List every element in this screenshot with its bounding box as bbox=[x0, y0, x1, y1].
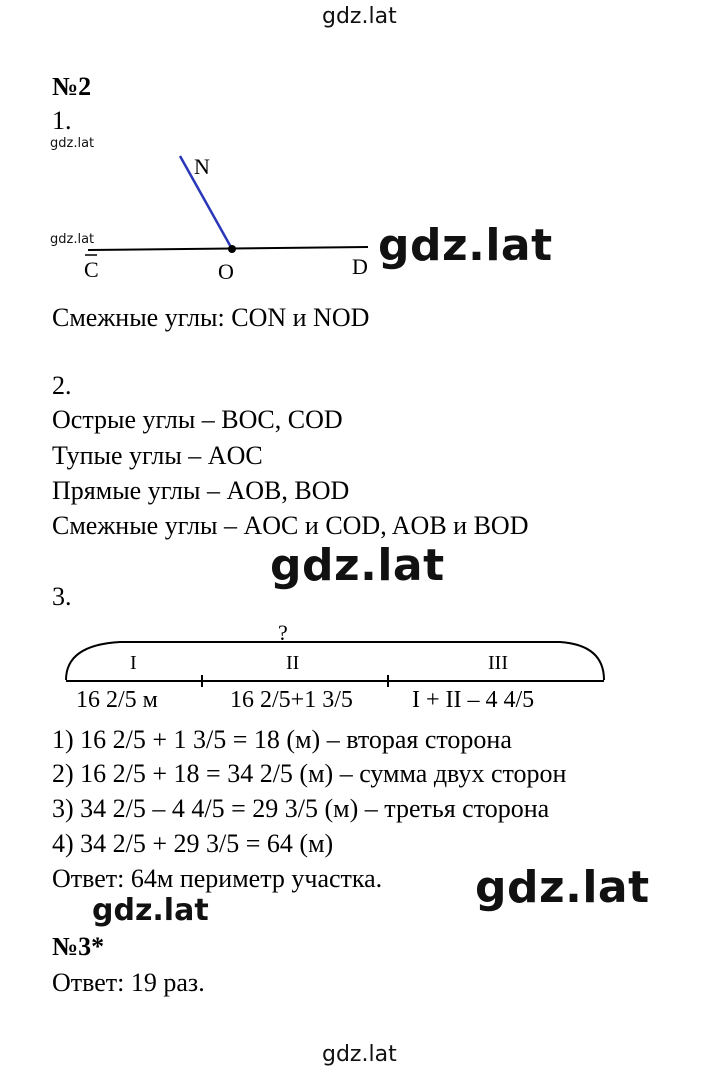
label-n: N bbox=[194, 154, 210, 179]
watermark-top: gdz.lat bbox=[322, 4, 397, 29]
part2-number: 2. bbox=[52, 371, 72, 400]
adjacent-angles-text: Смежные углы: CON и NOD bbox=[52, 303, 370, 332]
part3-number: 3. bbox=[52, 582, 72, 611]
step-1: 1) 16 2/5 + 1 3/5 = 18 (м) – вторая сторона bbox=[52, 725, 512, 754]
question-mark: ? bbox=[278, 620, 288, 645]
watermark-bottom: gdz.lat bbox=[322, 1042, 397, 1067]
part2-line-4: Смежные углы – AOC и COD, AOB и BOD bbox=[52, 511, 529, 540]
label-d: D bbox=[352, 254, 368, 279]
answer-n3: Ответ: 19 раз. bbox=[52, 968, 205, 997]
segment-label-2: 16 2/5+1 3/5 bbox=[230, 687, 353, 713]
heading-n2: №2 bbox=[52, 72, 92, 101]
watermark-mid: gdz.lat bbox=[92, 893, 209, 928]
segment-label-1: 16 2/5 м bbox=[76, 687, 158, 713]
segment-label-3: I + II – 4 4/5 bbox=[412, 687, 535, 713]
part1-number: 1. bbox=[52, 106, 72, 135]
step-2: 2) 16 2/5 + 18 = 34 2/5 (м) – сумма двух сторон bbox=[52, 759, 567, 788]
heading-n3: №3* bbox=[52, 932, 105, 961]
part-label-ii: II bbox=[286, 652, 300, 674]
answer-n2: Ответ: 64м периметр участка. bbox=[52, 864, 383, 893]
part2-line-3: Прямые углы – AOB, BOD bbox=[52, 476, 350, 505]
part-label-i: I bbox=[130, 652, 137, 674]
watermark-big-3: gdz.lat bbox=[475, 862, 650, 913]
watermark-big-1: gdz.lat bbox=[378, 220, 553, 271]
step-3: 3) 34 2/5 – 4 4/5 = 29 3/5 (м) – третья сторона bbox=[52, 794, 550, 823]
watermark-small-2: gdz.lat bbox=[50, 232, 95, 247]
part2-line-1: Острые углы – BOC, COD bbox=[52, 405, 343, 434]
part-label-iii: III bbox=[488, 652, 508, 674]
label-o: O bbox=[218, 259, 234, 284]
brace-arc bbox=[66, 642, 604, 680]
step-4: 4) 34 2/5 + 29 3/5 = 64 (м) bbox=[52, 829, 334, 858]
label-c: C bbox=[84, 257, 99, 282]
part2-line-2: Тупые углы – AOC bbox=[52, 441, 263, 470]
watermark-big-2: gdz.lat bbox=[270, 540, 445, 591]
watermark-small-1: gdz.lat bbox=[50, 136, 95, 151]
